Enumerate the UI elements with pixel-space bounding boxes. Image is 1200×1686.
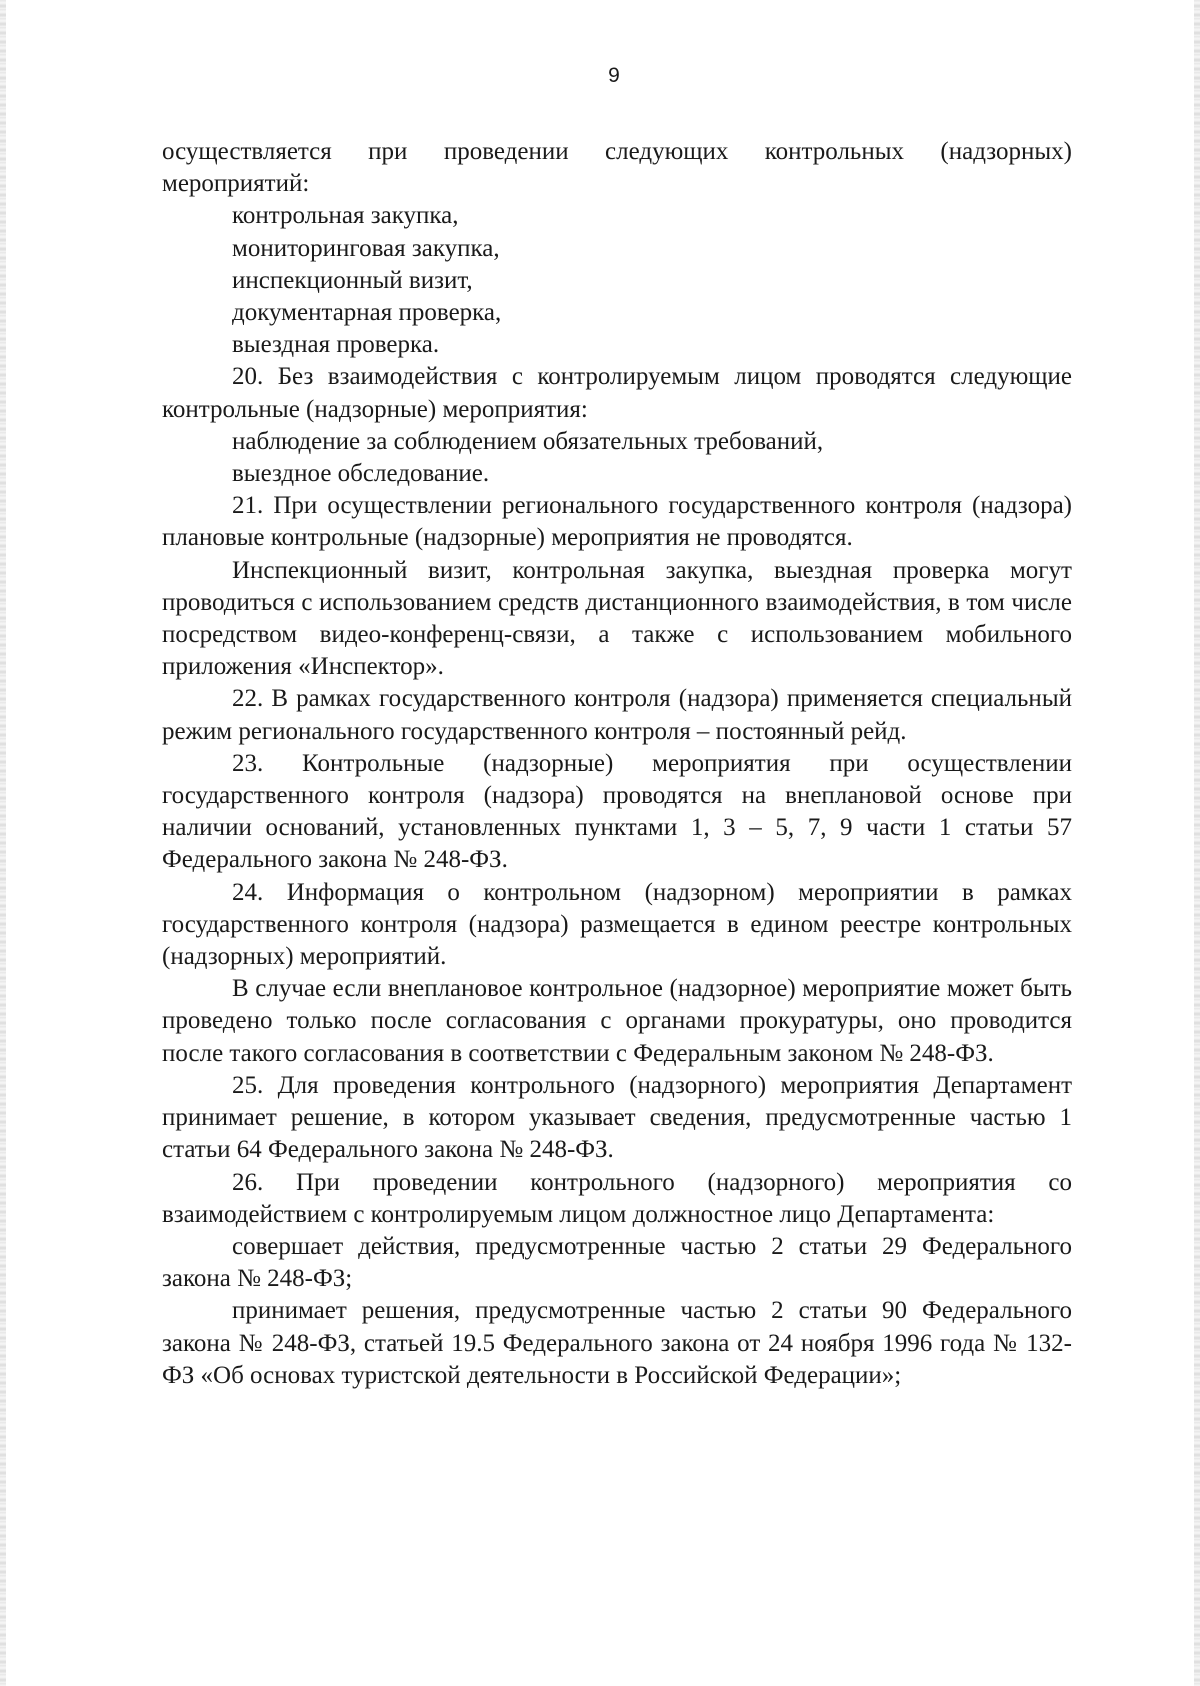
paragraph-24: 24. Информация о контрольном (надзорном) мероприятии в рамках государственного контроля (надзора) размещается в едином реестре контрольных (надзорных) мероприятий. (162, 878, 1072, 971)
paragraph-26-item-a: совершает действия, предусмотренные частью 2 статьи 29 Федерального закона № 248-ФЗ; (162, 1232, 1072, 1293)
paragraph-24-continued: В случае если внеплановое контрольное (надзорное) мероприятие может быть проведено только после согласования с органами прокуратуры, оно проводится после такого согласования в соответствии с Федеральным законом № 248-ФЗ. (162, 975, 1072, 1067)
paragraph-26-item-b: принимает решения, предусмотренные частью 2 статьи 90 Федерального закона № 248-ФЗ, статьей 19.5 Федерального закона от 24 ноября 1996 года № 132-ФЗ «Об основах туристской деятельности в Российской Федерации»; (162, 1297, 1072, 1389)
paragraph-23: 23. Контрольные (надзорные) мероприятия при осуществлении государственного контроля (надзора) проводятся на внеплановой основе при наличии оснований, установленных пунктами 1, 3 – 5, 7, 9 части 1 статьи 57 Федерального закона № 248-ФЗ. (162, 749, 1072, 874)
list-item: выездное обследование. (232, 460, 490, 488)
paragraph-25: 25. Для проведения контрольного (надзорного) мероприятия Департамент принимает решение, в котором указывает сведения, предусмотренные частью 1 статьи 64 Федерального закона № 248-ФЗ. (162, 1071, 1072, 1164)
list-item: контрольная закупка, (232, 202, 459, 230)
scan-edge-left (0, 0, 6, 1686)
paragraph-intro: осуществляется при проведении следующих контрольных (надзорных) мероприятий: (162, 138, 1072, 198)
list-item: наблюдение за соблюдением обязательных требований, (232, 427, 824, 455)
document-body (162, 136, 1072, 1392)
list-item: мониторинговая закупка, (232, 234, 500, 262)
paragraph-21: 21. При осуществлении регионального государственного контроля (надзора) плановые контрольные (надзорные) мероприятия не проводятся. (162, 492, 1072, 552)
paragraph-20: 20. Без взаимодействия с контролируемым лицом проводятся следующие контрольные (надзорные) мероприятия: (162, 363, 1072, 423)
list-item: выездная проверка. (232, 331, 440, 359)
paragraph-26: 26. При проведении контрольного (надзорного) мероприятия со взаимодействием с контролируемым лицом должностное лицо Департамента: (162, 1168, 1072, 1228)
paragraph-22: 22. В рамках государственного контроля (надзора) применяется специальный режим регионального государственного контроля – постоянный рейд. (162, 685, 1072, 745)
page-number: 9 (608, 64, 620, 87)
list-item: инспекционный визит, (232, 266, 473, 294)
paragraph-21-continued: Инспекционный визит, контрольная закупка, выездная проверка могут проводиться с использованием средств дистанционного взаимодействия, в том числе посредством видео-конференц-связи, а также с использованием мобильного приложения «Инспектор». (162, 556, 1072, 681)
list-item: документарная проверка, (232, 299, 502, 327)
scan-edge-right (1194, 0, 1200, 1686)
